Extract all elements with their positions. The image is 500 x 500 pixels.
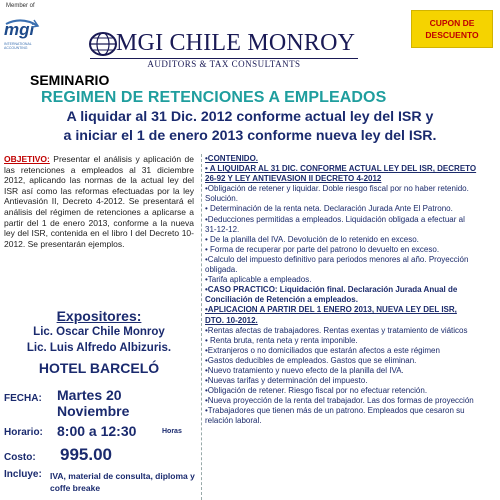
contents-item: •Obligación de retener y liquidar. Doble riesgo fiscal por no haber retenido. Solución. (205, 184, 469, 204)
date-value: Martes 20 Noviembre (57, 387, 130, 419)
objective-paragraph (4, 154, 194, 249)
includes-text: IVA, material de consulta, diploma y coffe breake (50, 471, 195, 493)
contents-item: •Calculo del impuesto definitivo para periodos menores al año. Proyección obligada. (205, 254, 469, 275)
contents-item: •Nueva proyección de la renta del trabajador. Las dos formas de proyección (205, 396, 474, 406)
brand-tagline: AUDITORS & TAX CONSULTANTS (147, 59, 301, 69)
contents-item: • De la planilla del IVA. Devolución de lo retenido en exceso. (205, 234, 419, 244)
time-value: 8:00 a 12:30 (57, 423, 137, 439)
cost-value: 995.00 (60, 445, 112, 464)
speaker-name: Lic. Luis Alfredo Albizuris. (26, 342, 172, 354)
date-label: FECHA: (4, 393, 42, 404)
left-column (4, 154, 194, 249)
contents-item: •Deducciones permitidas a empleados. Liquidación obligada a efectuar al 31-12-12. (205, 214, 465, 234)
cost-label: Costo: (4, 452, 36, 463)
subtitle: A liquidar al 31 Dic. 2012 conforme actual ley del ISR y a iniciar el 1 de enero 2013 conforme nueva ley del ISR. (63, 109, 437, 144)
contents-list (201, 154, 478, 500)
objective-text: Presentar el análisis y aplicación de las retenciones a empleados al 31 diciembre 2012, aplicando las normas de la actual ley del ISR así como las reformas efectuadas por la ley Antievasión II, Decreto 4-2012. Se presentará el análisis del régimen de retenciones a aplicarse a partir del 1 de enero 2013, conforme a la nueva ley del ISR, contenida en el libro I del Decreto 10-2012. Se presentarán ejemplos. (4, 154, 194, 249)
objective-label: OBJETIVO: (4, 154, 50, 164)
main-title: REGIMEN DE RETENCIONES A EMPLEADOS (41, 89, 387, 106)
brand-logo (88, 28, 380, 68)
contents-item: •Gastos deducibles de empleados. Gastos que se eliminan. (205, 355, 417, 365)
discount-coupon-badge[interactable]: CUPON DE DESCUENTO (411, 10, 493, 48)
contents-item: •CONTENIDO. (205, 154, 259, 163)
seminar-label: SEMINARIO (30, 72, 110, 88)
contents-item: •Extranjeros o no domiciliados que estarán afectos a este régimen (205, 345, 440, 355)
hours-unit: Horas (162, 428, 182, 435)
time-label: Horario: (4, 427, 43, 438)
contents-item: •Obligación de retener. Riesgo fiscal por no efectuar retención. (205, 386, 428, 396)
contents-item: • Renta bruta, renta neta y renta imponible. (205, 335, 358, 345)
speakers-heading: Expositores: (56, 308, 142, 324)
member-of-label: Member of (6, 3, 35, 9)
mgi-subtitle: INTERNATIONAL ACCOUNTING (4, 42, 32, 50)
contents-item: •CASO PRACTICO: Liquidación final. Declaración Jurada Anual de Conciliación de Retención a empleados. (205, 285, 458, 305)
contents-item: •Nuevo tratamiento y nuevo efecto de la planilla del IVA. (205, 365, 404, 375)
speaker-name: Lic. Oscar Chile Monroy (33, 326, 165, 338)
venue-name: HOTEL BARCELÓ (38, 360, 160, 376)
contents-item: • A LIQUIDAR AL 31 DIC. CONFORME ACTUAL LEY DEL ISR, DECRETO 26-92 Y LEY ANTIEVASION II DECRETO 4-2012 (205, 164, 477, 184)
contents-item: •Rentas afectas de trabajadores. Rentas exentas y tratamiento de viáticos (205, 325, 468, 335)
globe-emblem-icon (88, 31, 118, 57)
contents-item: • Determinación de la renta neta. Declaración Jurada Ante El Patrono. (205, 204, 453, 214)
mgi-swoosh-icon (4, 14, 40, 58)
includes-label: Incluye: (4, 469, 42, 480)
contents-item: •Trabajadores que tienen más de un patrono. Empleados que cesaron su relación laboral. (205, 406, 465, 426)
contents-item: •Nuevas tarifas y determinación del impuesto. (205, 376, 368, 386)
contents-item: • Forma de recuperar por parte del patrono lo devuelto en exceso. (205, 244, 440, 254)
brand-name: MGI CHILE MONROY (116, 30, 356, 56)
contents-item: •APLICACION A PARTIR DEL 1 ENERO 2013, NUEVA LEY DEL ISR, DTO. 10-2012. (205, 305, 457, 325)
mgi-logo-text: mgi (4, 20, 35, 39)
contents-item: •Tarifa aplicable a empleados. (205, 275, 312, 285)
